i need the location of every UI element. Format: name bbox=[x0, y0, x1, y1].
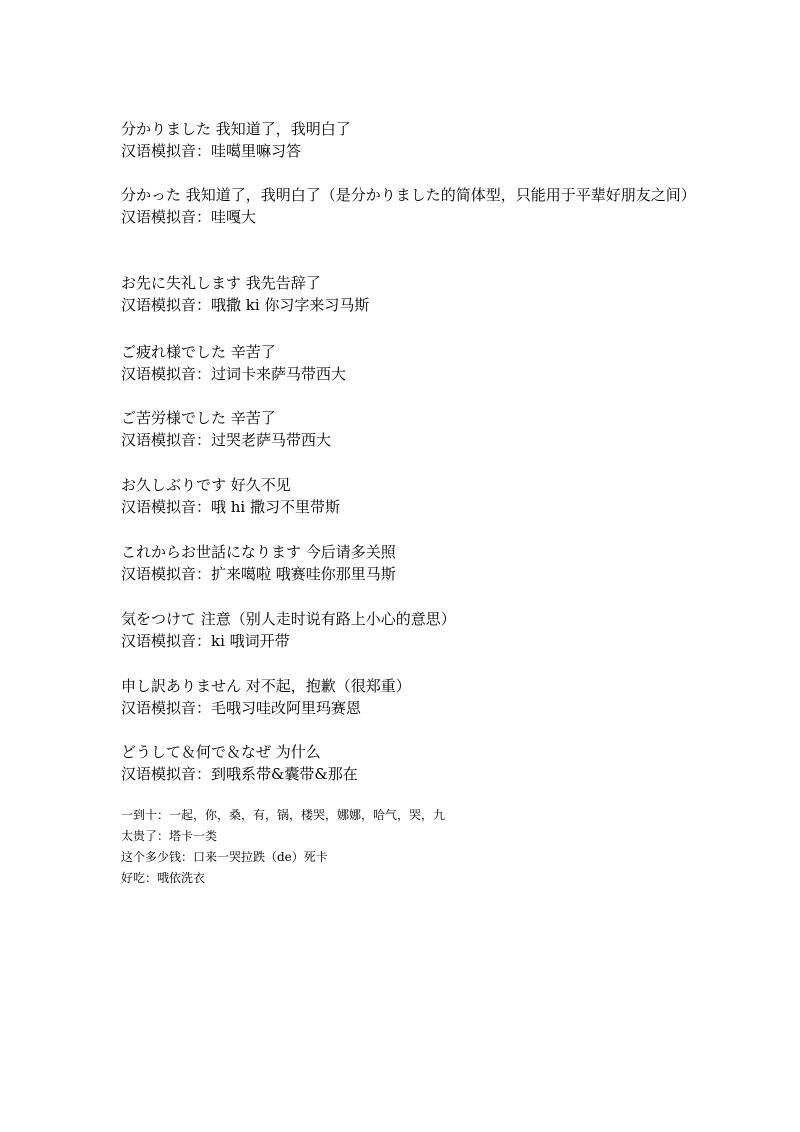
pronunciation-text: 汉语模拟音：过词卡来萨马带西大 bbox=[121, 365, 347, 383]
phrase-text: 気をつけて 注意（别人走时说有路上小心的意思） bbox=[121, 610, 456, 628]
phrase-text: お久しぶりです 好久不见 bbox=[121, 476, 291, 494]
phrase-entry bbox=[121, 184, 701, 228]
phrase-entry bbox=[121, 272, 701, 316]
phrase-text: ご疲れ様でした 辛苦了 bbox=[121, 343, 276, 361]
pronunciation-text: 汉语模拟音：扩来噶啦 哦赛哇你那里马斯 bbox=[121, 565, 396, 583]
phrase-text: これからお世話になります 今后请多关照 bbox=[121, 543, 396, 561]
phrase-entry bbox=[121, 407, 701, 451]
pronunciation-text: 汉语模拟音：毛哦习哇改阿里玛赛恩 bbox=[121, 699, 362, 717]
pronunciation-text: 汉语模拟音：过哭老萨马带西大 bbox=[121, 431, 332, 449]
pronunciation-text: 汉语模拟音：哇嘎大 bbox=[121, 208, 257, 226]
phrase-text: どうして＆何で＆なぜ 为什么 bbox=[121, 743, 321, 761]
phrase-entry bbox=[121, 474, 701, 518]
pronunciation-text: 汉语模拟音：到哦系带&囊带&那在 bbox=[121, 765, 358, 783]
phrase-entry bbox=[121, 341, 701, 385]
phrase-entry bbox=[121, 118, 701, 162]
pronunciation-text: 汉语模拟音：哦撒 ki 你习字来习马斯 bbox=[121, 296, 370, 314]
phrase-text: 分かった 我知道了，我明白了（是分かりました的简体型，只能用于平辈好朋友之间） bbox=[121, 186, 696, 204]
phrase-text: お先に失礼します 我先告辞了 bbox=[121, 274, 321, 292]
phrase-text: 申し訳ありません 对不起，抱歉（很郑重） bbox=[121, 677, 411, 695]
note-line: 太贵了：塔卡一类 bbox=[121, 829, 218, 843]
note-line: 好吃：哦依洗衣 bbox=[121, 871, 206, 885]
phrase-text: ご苦労様でした 辛苦了 bbox=[121, 409, 276, 427]
phrase-entry bbox=[121, 741, 701, 785]
note-line: 这个多少钱：口来一哭拉跌（de）死卡 bbox=[121, 850, 328, 864]
phrase-entry bbox=[121, 541, 701, 585]
phrase-text: 分かりました 我知道了，我明白了 bbox=[121, 120, 351, 138]
phrase-entry bbox=[121, 675, 701, 719]
notes-block bbox=[121, 805, 721, 889]
phrase-entry bbox=[121, 608, 701, 652]
pronunciation-text: 汉语模拟音：哇噶里嘛习答 bbox=[121, 142, 302, 160]
pronunciation-text: 汉语模拟音：ki 哦词开带 bbox=[121, 632, 290, 650]
pronunciation-text: 汉语模拟音：哦 hi 撒习不里带斯 bbox=[121, 498, 340, 516]
note-line: 一到十：一起，你，桑，有，锅，楼哭，娜娜，哈气，哭，九 bbox=[121, 808, 446, 822]
